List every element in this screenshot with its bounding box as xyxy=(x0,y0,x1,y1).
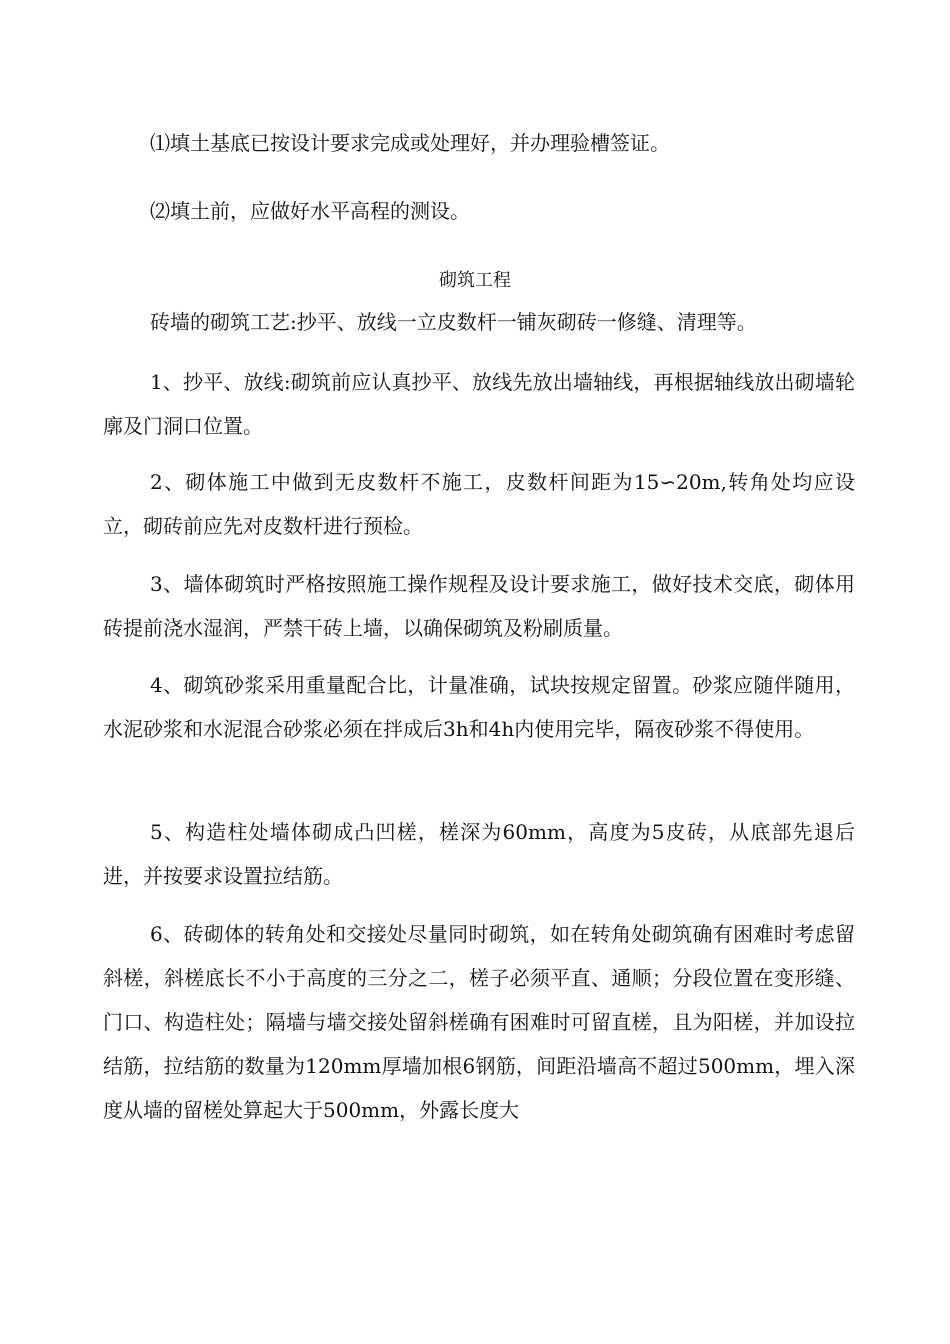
list-item-4: 4、砌筑砂浆采用重量配合比，计量准确，试块按规定留置。砂浆应随伴随用，水泥砂浆和水泥混合砂浆必须在拌成后3h和4h内使用完毕，隔夜砂浆不得使用。 xyxy=(103,673,855,741)
paragraph-fill-survey: ⑵填土前，应做好水平高程的测设。 xyxy=(150,199,470,223)
list-item-1: 1、抄平、放线:砌筑前应认真抄平、放线先放出墙轴线，再根据轴线放出砌墙轮廓及门洞口位置。 xyxy=(103,370,855,438)
paragraph-fill-base: ⑴填土基底已按设计要求完成或处理好，并办理验槽签证。 xyxy=(150,131,670,155)
list-item-5: 5、构造柱处墙体砌成凸凹槎，槎深为60mm，高度为5皮砖，从底部先退后进，并按要求设置拉结筋。 xyxy=(103,820,855,888)
list-item-6: 6、砖砌体的转角处和交接处尽量同时砌筑，如在转角处砌筑确有困难时考虑留斜槎，斜槎底长不小于高度的三分之二，槎子必须平直、通顺；分段位置在变形缝、门口、构造柱处；隔墙与墙交接处留斜槎确有困难时可留直槎，且为阳槎，并加设拉结筋，拉结筋的数量为120mm厚墙加根6钢筋，间距沿墙高不超过500mm，埋入深度从墙的留槎处算起大于500mm，外露长度大 xyxy=(103,922,855,1122)
list-item-3: 3、墙体砌筑时严格按照施工操作规程及设计要求施工，做好技术交底，砌体用砖提前浇水湿润，严禁干砖上墙，以确保砌筑及粉刷质量。 xyxy=(103,572,855,640)
list-item-2: 2、砌体施工中做到无皮数杆不施工，皮数杆间距为15∽20m,转角处均应设立，砌砖前应先对皮数杆进行预检。 xyxy=(103,470,855,538)
section-title: 砌筑工程 xyxy=(439,270,511,291)
paragraph-intro: 砖墙的砌筑工艺:抄平、放线一立皮数杆一铺灰砌砖一修缝、清理等。 xyxy=(150,310,757,334)
